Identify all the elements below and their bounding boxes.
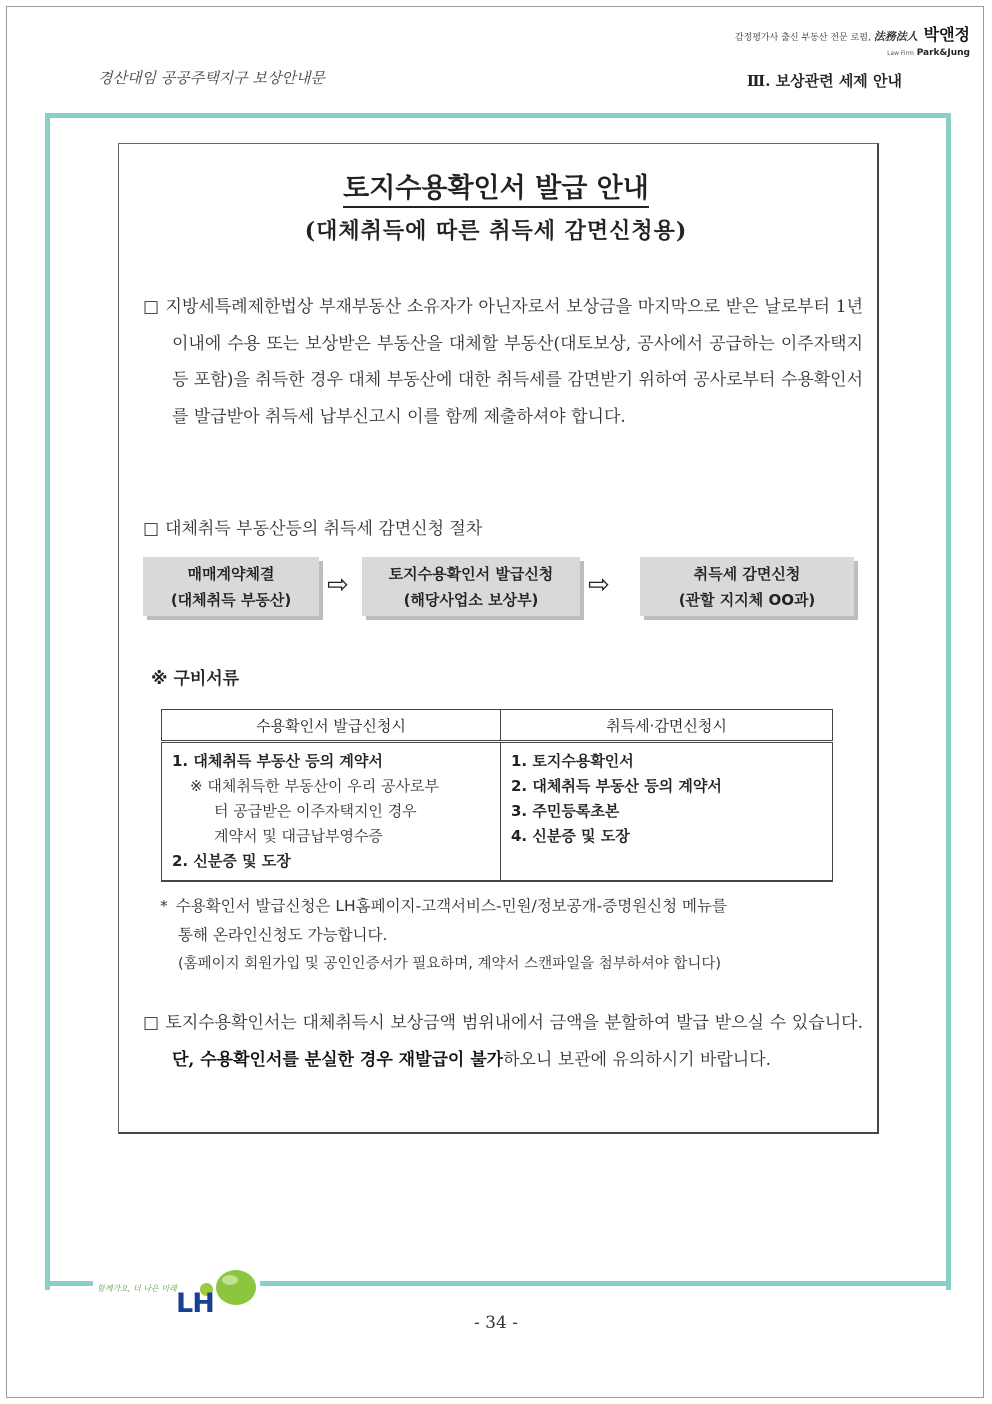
flow-step-contract	[143, 557, 319, 616]
firm-header	[735, 22, 970, 58]
paragraph-3-end: 하오니 보관에 유의하시기 바랍니다.	[503, 1049, 772, 1070]
online-application-note	[160, 892, 860, 979]
table-header: 수용확인서 발급신청시	[162, 710, 501, 742]
lh-logo: LH	[176, 1288, 214, 1319]
page-number: - 34 -	[474, 1313, 518, 1333]
lh-logo-dot-large	[216, 1270, 256, 1305]
table-cell-certificate-docs	[162, 742, 501, 882]
flow-step-line1: 매매계약체결	[187, 565, 275, 583]
flow-step-certificate	[362, 557, 580, 616]
required-documents-table	[161, 709, 833, 882]
note-line-2: 통해 온라인신청도 가능합니다.	[178, 926, 388, 944]
required-documents-title: ※ 구비서류	[151, 669, 240, 689]
list-item: 3. 주민등록초본	[511, 802, 620, 820]
list-item: 1. 대체취득 부동산 등의 계약서	[172, 752, 383, 770]
paragraph-3	[143, 1005, 863, 1078]
note-line	[160, 892, 860, 921]
flow-step-tax-exemption	[640, 557, 854, 616]
flow-step-line2: (관할 지지체 OO과)	[678, 591, 816, 609]
flow-step-line1: 취득세 감면신청	[693, 565, 801, 583]
document-title: 경산대임 공공주택지구 보상안내문	[98, 69, 325, 87]
paragraph-1-body	[143, 289, 863, 435]
flow-step-line2: (대체취득 부동산)	[170, 591, 292, 609]
firm-tagline: 감정평가사 출신 부동산 전문 로펌,	[734, 33, 871, 43]
flow-step-line2: (해당사업소 보상부)	[403, 591, 539, 609]
arrow-right-icon: ⇨	[327, 570, 349, 600]
flow-step-line1: 토지수용확인서 발급신청	[388, 565, 554, 583]
list-item-note: ※ 대체취득한 부동산이 우리 공사로부	[190, 777, 439, 795]
paragraph-3-body	[143, 1005, 863, 1078]
list-item: 2. 대체취득 부동산 등의 계약서	[511, 777, 722, 795]
firm-en-prefix: Law Firm	[887, 50, 914, 57]
firm-en	[735, 48, 970, 58]
note-line-3: (홈페이지 회원가입 및 공인인증서가 필요하며, 계약서 스캔파일을 첨부하셔야 합니다)	[178, 956, 722, 972]
paragraph-1-text: 지방세특례제한법상 부재부동산 소유자가 아닌자로서 보상금을 마지막으로 받은 날로부터 1년 이내에 수용 또는 보상받은 부동산을 대체할 부동산(대토보상, 공사에서 공급하는 이주자택지 등 포함)을 취득한 경우 대체 부동산에 대한 취득세를 감면받기 위하여 공사로부터 수용확인서를 발급받아 취득세 납부신고시 이를 함께 제출하셔야 합니다.	[165, 297, 863, 427]
checkbox-icon: □	[143, 297, 160, 317]
teal-frame-bottom-right	[260, 1281, 951, 1286]
checkbox-icon: □	[143, 519, 160, 539]
teal-frame-bottom-left	[45, 1281, 93, 1286]
list-item-note: 계약서 및 대금납부영수증	[214, 827, 383, 845]
firm-en-name: Park&Jung	[916, 48, 970, 58]
procedure-heading-text: 대체취득 부동산등의 취득세 감면신청 절차	[165, 519, 483, 539]
table-header: 취득세·감면신청시	[501, 710, 833, 742]
firm-type: 法務法人	[873, 30, 918, 43]
paragraph-3-start: 토지수용확인서는 대체취득시 보상금액 범위내에서 금액을 분할하여 발급 받으실 수 있습니다.	[165, 1013, 863, 1033]
table-cell-tax-docs	[501, 742, 833, 882]
main-title-text: 토지수용확인서 발급 안내	[343, 173, 649, 208]
list-item: 2. 신분증 및 도장	[172, 852, 291, 870]
sub-title: (대체취득에 따른 취득세 감면신청용)	[304, 218, 688, 244]
main-title	[0, 166, 992, 205]
procedure-heading	[143, 514, 482, 539]
list-item: 1. 토지수용확인서	[511, 752, 634, 770]
paragraph-3-warning: 단, 수용확인서를 분실한 경우 재발급이 불가	[172, 1049, 504, 1070]
arrow-right-icon: ⇨	[588, 570, 610, 600]
section-title: Ⅲ. 보상관련 세제 안내	[746, 72, 902, 90]
firm-line	[735, 22, 970, 45]
paragraph-1	[143, 289, 863, 435]
checkbox-icon: □	[143, 1013, 160, 1033]
list-item-note: 터 공급받은 이주자택지인 경우	[214, 802, 417, 820]
asterisk-icon: *	[160, 897, 168, 915]
firm-name: 박앤정	[923, 25, 970, 44]
list-item: 4. 신분증 및 도장	[511, 827, 630, 845]
note-line-1: 수용확인서 발급신청은 LH홈페이지-고객서비스-민원/정보공개-증명원신청 메뉴를	[175, 897, 727, 915]
lh-slogan: 함께가요, 더 나은 미래	[97, 1284, 177, 1293]
